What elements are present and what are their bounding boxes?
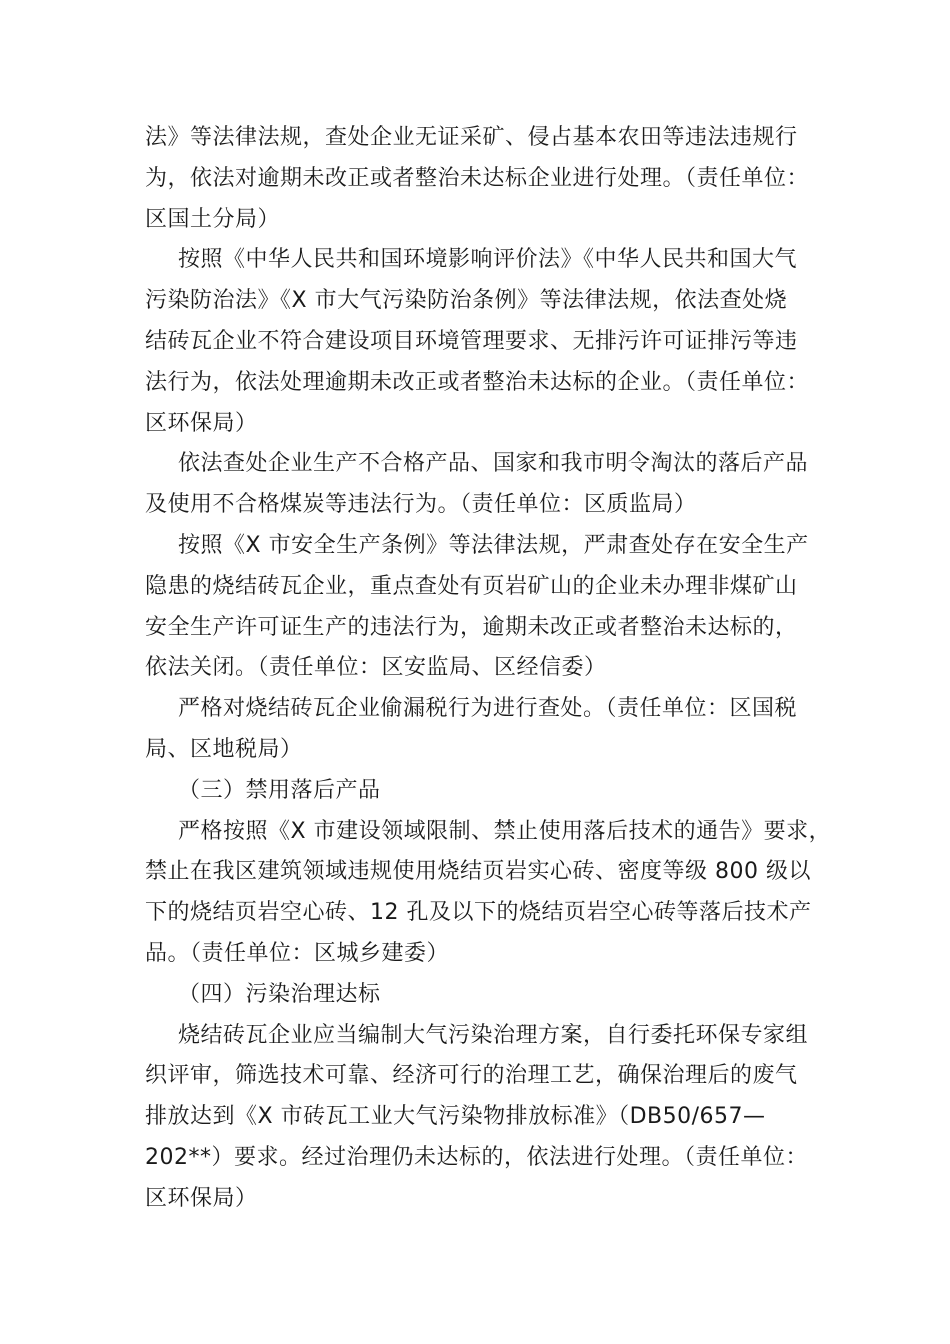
body-text-line: 区环保局） bbox=[145, 410, 258, 436]
body-text-line: 法》等法律法规，查处企业无证采矿、侵占基本农田等违法违规行 bbox=[145, 125, 798, 150]
body-text-line: 安全生产许可证生产的违法行为，逾期未改正或者整治未达标的， bbox=[145, 614, 798, 640]
body-text-line: 隐患的烧结砖瓦企业，重点查处有页岩矿山的企业未办理非煤矿山 bbox=[145, 573, 798, 599]
body-text-line: 202**）要求。经过治理仍未达标的，依法进行处理。（责任单位： bbox=[145, 1144, 808, 1170]
section-heading-3: （三）禁用落后产品 bbox=[178, 777, 381, 803]
paragraph-first-line: 按照《X 市安全生产条例》等法律法规，严肃查处存在安全生产 bbox=[178, 532, 809, 558]
body-text-line: 污染防治法》《X 市大气污染防治条例》等法律法规，依法查处烧 bbox=[145, 288, 788, 314]
paragraph-first-line: 依法查处企业生产不合格产品、国家和我市明令淘汰的落后产品 bbox=[178, 451, 809, 477]
body-text-line: 排放达到《X 市砖瓦工业大气污染物排放标准》（DB50/657— bbox=[145, 1104, 766, 1130]
body-text-line: 为，依法对逾期未改正或者整治未达标企业进行处理。（责任单位： bbox=[145, 165, 810, 191]
paragraph-first-line: 按照《中华人民共和国环境影响评价法》《中华人民共和国大气 bbox=[178, 247, 798, 273]
body-text-line: 法行为，依法处理逾期未改正或者整治未达标的企业。（责任单位： bbox=[145, 369, 810, 395]
body-text-line: 依法关闭。（责任单位：区安监局、区经信委） bbox=[145, 655, 607, 681]
paragraph-first-line: 严格对烧结砖瓦企业偷漏税行为进行查处。（责任单位：区国税 bbox=[178, 696, 798, 722]
body-text-line: 品。（责任单位：区城乡建委） bbox=[145, 940, 450, 966]
body-text-line: 下的烧结页岩空心砖、12 孔及以下的烧结页岩空心砖等落后技术产 bbox=[145, 900, 812, 926]
section-heading-4: （四）污染治理达标 bbox=[178, 981, 381, 1007]
body-text-line: 局、区地税局） bbox=[145, 736, 303, 762]
body-text-line: 区环保局） bbox=[145, 1185, 258, 1211]
body-text-line: 织评审，筛选技术可靠、经济可行的治理工艺，确保治理后的废气 bbox=[145, 1063, 798, 1089]
body-text-line: 及使用不合格煤炭等违法行为。（责任单位：区质监局） bbox=[145, 492, 697, 518]
paragraph-first-line: 烧结砖瓦企业应当编制大气污染治理方案，自行委托环保专家组 bbox=[178, 1022, 809, 1048]
body-text-line: 区国土分局） bbox=[145, 206, 281, 232]
document-body bbox=[145, 118, 832, 1220]
body-text-line: 禁止在我区建筑领域违规使用烧结页岩实心砖、密度等级 800 级以 bbox=[145, 859, 811, 885]
body-text-line: 结砖瓦企业不符合建设项目环境管理要求、无排污许可证排污等违 bbox=[145, 328, 798, 354]
paragraph-first-line: 严格按照《X 市建设领域限制、禁止使用落后技术的通告》要求， bbox=[178, 818, 832, 844]
